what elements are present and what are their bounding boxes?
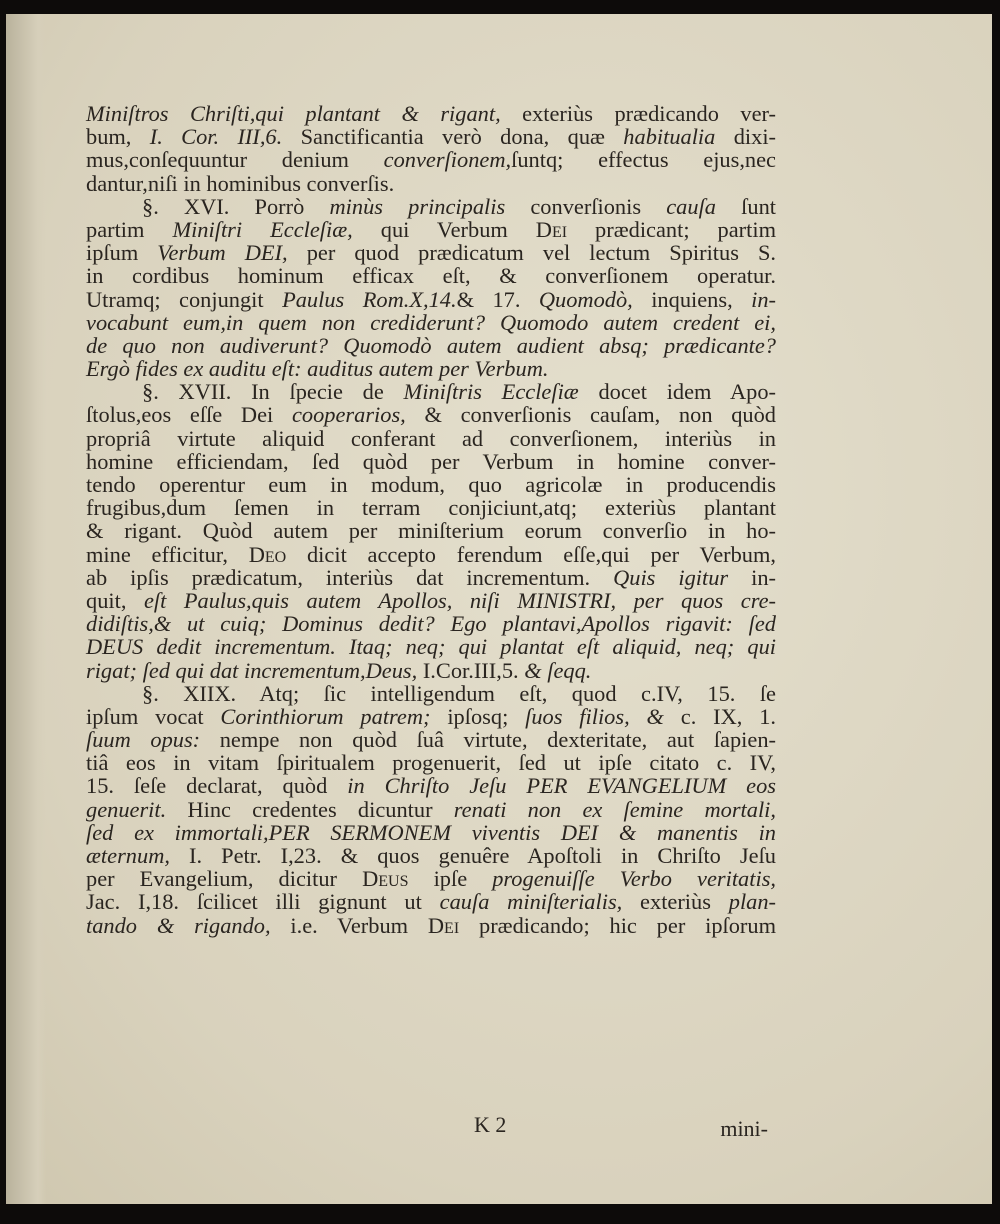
text-line: æternum, I. Petr. I,23. & quos genuêre Apoſtoli in Chriſto Jeſu (86, 843, 776, 868)
text-line: vocabunt eum,in quem non crediderunt? Quomodo autem credent ei, (86, 309, 776, 335)
text-line: Ergò fides ex auditu eſt: auditus autem per Verbum. (86, 356, 549, 382)
page-gutter-shadow (6, 14, 46, 1204)
text-line: dantur,niſi in hominibus converſis. (86, 170, 395, 196)
text-line: ſuum opus: nempe non quòd ſuâ virtute, dexteritate, aut ſapien- (86, 727, 776, 753)
text-line: mine efficitur, Deo dicit accepto ferendum eſſe,qui per Verbum, (86, 541, 776, 567)
text-line: ipſum vocat Corinthiorum patrem; ipſosq; ſuos filios, & c. IX, 1. (86, 703, 777, 729)
text-line: de quo non audiverunt? Quomodò autem audient absq; prædicante? (86, 332, 776, 358)
text-line: Miniſtros Chriſti,qui plantant & rigant, exteriùs prædicando ver- (86, 101, 776, 126)
page-footer (86, 1112, 776, 1141)
body-text (86, 102, 776, 937)
text-line: §. XVI. Porrò minùs principalis converſionis cauſa ſunt (142, 193, 776, 219)
text-line: 15. ſeſe declarat, quòd in Chriſto Jeſu PER EVANGELIUM eos (86, 773, 777, 799)
text-line: ipſum Verbum DEI, per quod prædicatum vel lectum Spiritus S. (86, 240, 777, 266)
catchword: mini- (720, 1116, 768, 1141)
book-page (6, 14, 992, 1204)
text-line: rigat; ſed qui dat incrementum,Deus, I.Cor.III,5. & ſeqq. (86, 657, 592, 683)
signature-mark: K 2 (474, 1112, 507, 1137)
text-line: didiſtis,& ut cuiq; Dominus dedit? Ego plantavi,Apollos rigavit: ſed (86, 611, 776, 637)
text-line: mus,conſequuntur denium converſionem,ſuntq; effectus ejus,nec (86, 147, 776, 173)
text-line: §. XVII. In ſpecie de Miniſtris Eccleſiæ docet idem Apo- (142, 379, 776, 405)
text-line: ſtolus,eos eſſe Dei cooperarios, & converſionis cauſam, non quòd (86, 402, 776, 428)
text-line: propriâ virtute aliquid conferant ad converſionem, interiùs in (86, 425, 776, 451)
text-line: in cordibus hominum efficax eſt, & converſionem operatur. (86, 263, 776, 289)
text-line: genuerit. Hinc credentes dicuntur renati non ex ſemine mortali, (86, 796, 776, 822)
text-line: tendo operentur eum in modum, quo agricolæ in producendis (86, 472, 776, 497)
text-line: DEUS dedit incrementum. Itaq; neq; qui plantat eſt aliquid, neq; qui (86, 634, 776, 660)
text-line: ſed ex immortali,PER SERMONEM viventis DEI & manentis in (86, 819, 776, 845)
text-line: bum, I. Cor. III,6. Sanctificantia verò dona, quæ habitualia dixi- (86, 124, 776, 150)
text-line: per Evangelium, dicitur Deus ipſe progenuiſſe Verbo veritatis, (86, 866, 777, 892)
text-line: tiâ eos in vitam ſpiritualem progenuerit, ſed ut ipſe citato c. IV, (86, 750, 776, 776)
text-line: Utramq; conjungit Paulus Rom.X,14.& 17. Quomodò, inquiens, in- (86, 286, 776, 312)
text-line: frugibus,dum ſemen in terram conjiciunt,atq; exteriùs plantant (86, 495, 776, 521)
text-line: tando & rigando, i.e. Verbum Dei prædicando; hic per ipſorum (86, 912, 776, 938)
text-line: homine efficiendam, ſed quòd per Verbum in homine conver- (86, 448, 776, 474)
text-line: Jac. I,18. ſcilicet illi gignunt ut cauſa miniſterialis, exteriùs plan- (86, 889, 777, 915)
text-line: partim Miniſtri Eccleſiæ, qui Verbum Dei prædicant; partim (86, 216, 776, 242)
text-line: & rigant. Quòd autem per miniſterium eorum converſio in ho- (86, 518, 776, 544)
text-line: ab ipſis prædicatum, interiùs dat incrementum. Quis igitur in- (86, 564, 776, 590)
text-line: quit, eſt Paulus,quis autem Apollos, niſi MINISTRI, per quos cre- (86, 587, 776, 613)
text-line: §. XIIX. Atq; ſic intelligendum eſt, quod c.IV, 15. ſe (142, 680, 776, 706)
